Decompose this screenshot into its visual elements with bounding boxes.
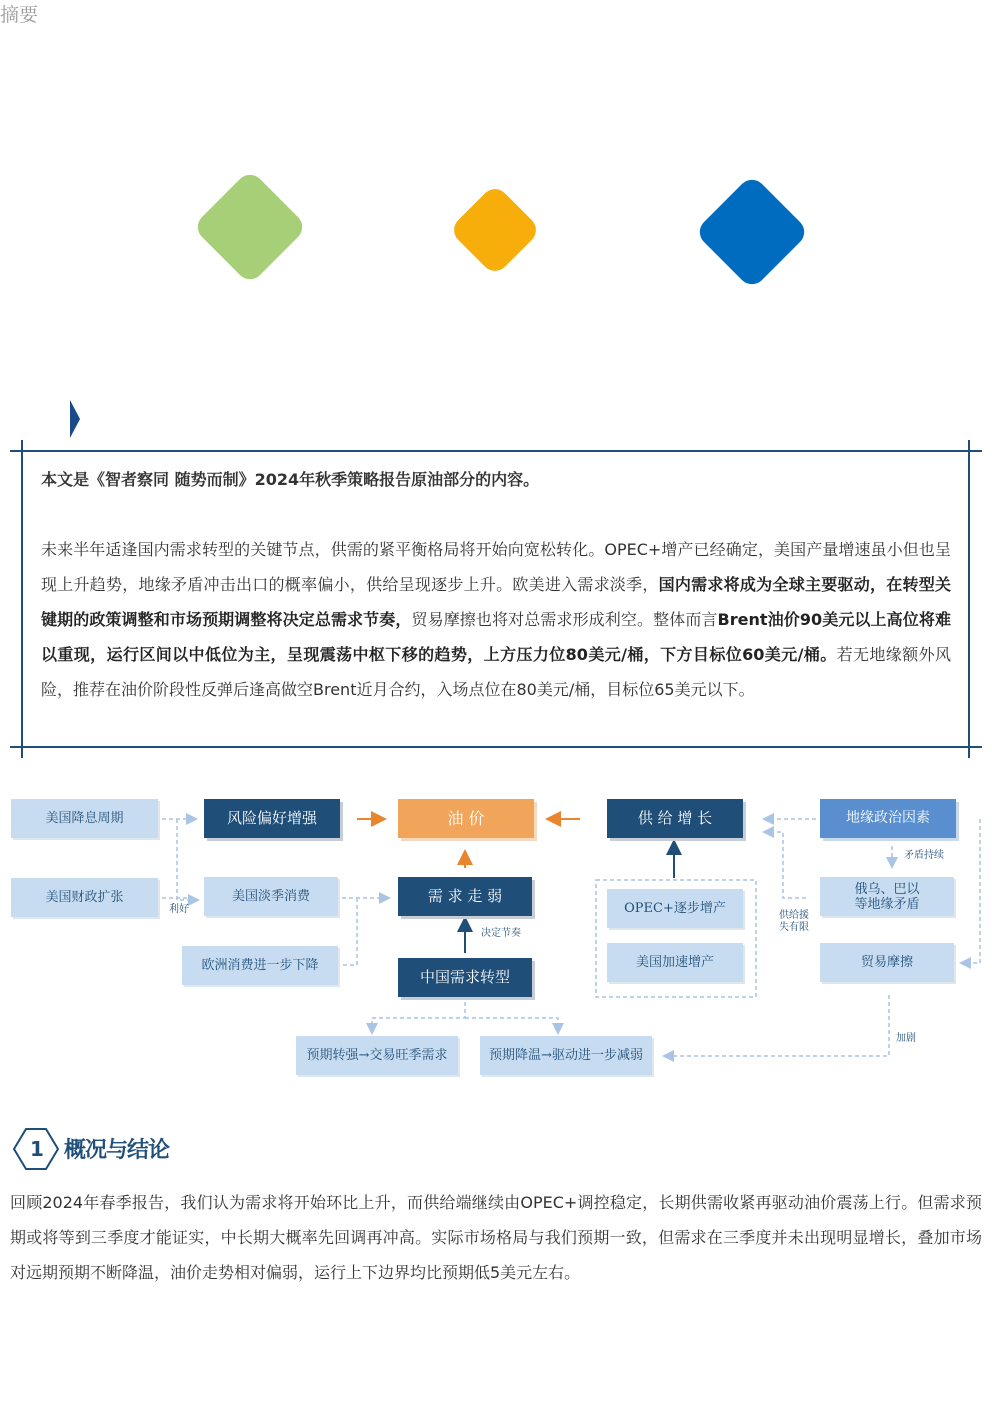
- node-supply-growth: 供 给 增 长: [607, 799, 743, 838]
- summary-text-3: 若无地缘额外风险，推荐在油价阶段性反弹后逢高做空Brent近月合约，入场点位在80美元/桶，目标位65美元以下。: [41, 645, 951, 699]
- node-demand-weak: 需 求 走 弱: [398, 877, 532, 916]
- label-bullish: 利好: [169, 904, 189, 915]
- section-body: 回顾2024年春季报告，我们认为需求将开始环比上升，而供给端继续由OPEC+调控稳定，长期供需收紧再驱动油价震荡上行。但需求预期或将等到三季度才能证实，中长期大概率先回调再冲高。实际市场格局与我们预期一致，但需求在三季度并未出现明显增长，叠加市场对远期预期不断降温，油价走势相对偏弱，运行上下边界均比预期低5美元左右。: [10, 1193, 982, 1282]
- label-supply: 供给援 失有限: [779, 910, 809, 933]
- summary-top-border: [10, 450, 982, 452]
- node-us-output: 美国加速增产: [607, 943, 743, 982]
- summary-text: [41, 462, 951, 707]
- node-china-demand: 中国需求转型: [398, 958, 532, 997]
- node-risk-appetite: 风险偏好增强: [204, 799, 340, 838]
- chevron-right-icon: [70, 400, 80, 438]
- summary-lead: 本文是《智者察同 随势而制》2024年秋季策略报告原油部分的内容。: [41, 470, 540, 489]
- node-eu-consumption: 欧洲消费进一步下降: [182, 946, 338, 985]
- node-ru-ua: 俄乌、巴以 等地缘矛盾: [820, 877, 954, 916]
- summary-bold-2: Brent油价90美元以上高位将难以重现，运行区间以中低位为主，呈现震荡中枢下移的趋势，上方压力位80美元/桶，下方目标位60美元/桶。: [41, 610, 951, 664]
- summary-bottom-border: [10, 746, 982, 748]
- summary-paragraph: [41, 532, 951, 707]
- summary-bold-1: 国内需求将成为全球主要驱动，在转型关键期的政策调整和市场预期调整将决定总需求节奏，: [41, 575, 951, 629]
- summary-right-border: [968, 440, 970, 758]
- node-opec: OPEC+逐步增产: [607, 889, 743, 928]
- green-diamond-decoration: [192, 169, 308, 285]
- node-geo-factor: 地缘政治因素: [820, 799, 956, 838]
- label-worsen: 加剧: [896, 1033, 916, 1044]
- blue-diamond-decoration: [694, 174, 810, 290]
- label-persist: 矛盾持续: [904, 850, 944, 861]
- summary-text-1: 未来半年适逢国内需求转型的关键节点，供需的紧平衡格局将开始向宽松转化。OPEC+增产已经确定，美国产量增速虽小但也呈现上升趋势，地缘矛盾冲击出口的概率偏小，供给呈现逐步上升。欧美进入需求淡季，: [41, 540, 951, 594]
- orange-diamond-decoration: [448, 183, 541, 276]
- summary-left-border: [21, 440, 23, 758]
- summary-text-2: 贸易摩擦也将对总需求形成利空。整体而言: [411, 610, 718, 629]
- node-exp-strong: 预期转强→交易旺季需求: [296, 1036, 458, 1075]
- label-rhythm: 决定节奏: [481, 928, 521, 939]
- node-exp-cool: 预期降温→驱动进一步减弱: [480, 1036, 652, 1075]
- section-number: 1: [30, 1137, 44, 1161]
- node-trade: 贸易摩擦: [820, 943, 954, 982]
- node-us-rate-cut: 美国降息周期: [11, 799, 158, 838]
- node-us-fiscal: 美国财政扩张: [11, 878, 158, 917]
- node-us-offseason: 美国淡季消费: [204, 877, 338, 916]
- node-oil-price: 油 价: [398, 799, 534, 838]
- summary-heading: 摘要: [0, 4, 39, 26]
- section-title: 概况与结论: [64, 1138, 170, 1163]
